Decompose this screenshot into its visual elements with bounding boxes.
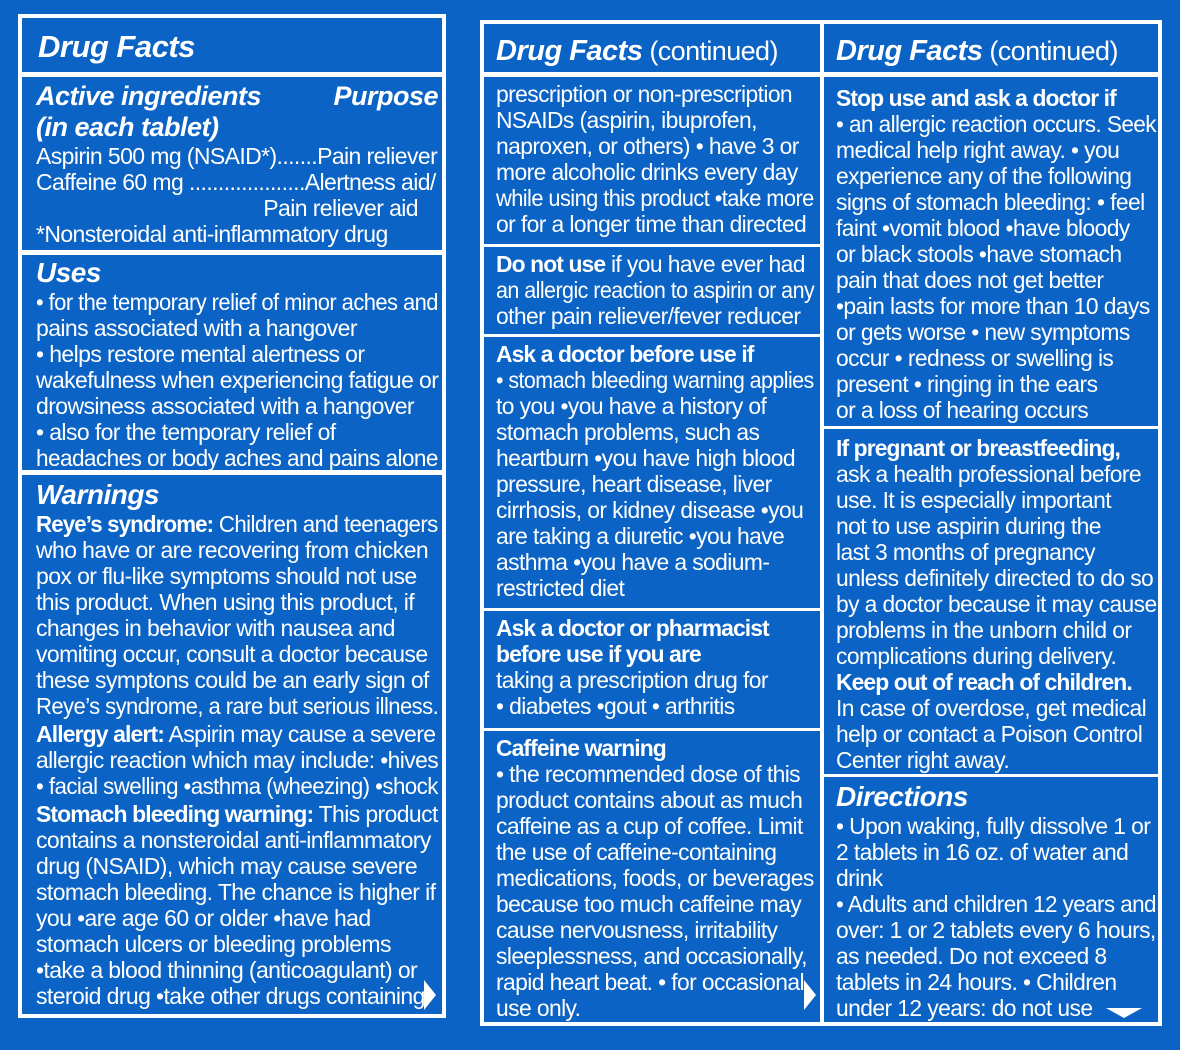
continue-arrow-icon <box>424 980 436 1010</box>
directions-line: • Adults and children 12 years and <box>836 891 1156 917</box>
caffeine-line: because too much caffeine may <box>496 891 802 917</box>
reye-line: Reye’s syndrome, a rare but serious illness. <box>36 693 439 719</box>
directions-line: drink <box>836 865 883 891</box>
continue-down-arrow-icon <box>1106 1008 1142 1018</box>
pregnancy-line: problems in the unborn child or <box>836 617 1132 643</box>
pregnancy-line: last 3 months of pregnancy <box>836 539 1095 565</box>
ask-doctor-heading: Ask a doctor before use if <box>496 341 754 367</box>
purpose-heading: Purpose <box>333 81 438 111</box>
continued-line: or for a longer time than directed <box>496 211 807 237</box>
stop-use-heading: Stop use and ask a doctor if <box>836 85 1116 111</box>
caffeine-line: use only. <box>496 995 581 1021</box>
directions-section <box>824 774 1162 1020</box>
drug-facts-title: Drug Facts <box>38 29 195 64</box>
continued-line: prescription or non-prescription <box>496 81 793 107</box>
ask-pharmacist-line: • diabetes •gout • arthritis <box>496 693 735 719</box>
bleeding-line: stomach ulcers or bleeding problems <box>36 931 391 957</box>
nsaid-footnote: *Nonsteroidal anti-inflammatory drug <box>36 221 388 247</box>
warnings-heading: Warnings <box>36 479 160 510</box>
uses-line: • also for the temporary relief of <box>36 419 336 445</box>
caffeine-line: cause nervousness, irritability <box>496 917 778 943</box>
stop-use-line: present • ringing in the ears <box>836 371 1098 397</box>
reye-lines <box>36 537 438 719</box>
ask-pharmacist-line: taking a prescription drug for <box>496 667 768 693</box>
caffeine-line: product contains about as much <box>496 787 803 813</box>
caffeine-warning-lines <box>496 761 816 1021</box>
stop-use-line: •pain lasts for more than 10 days <box>836 293 1150 319</box>
stop-use-line: pain that does not get better <box>836 267 1104 293</box>
reye-line: pox or flu-like symptoms should not use <box>36 563 417 589</box>
stop-use-lines <box>836 111 1158 423</box>
continue-arrow-icon-2 <box>804 980 816 1010</box>
pregnancy-line: unless definitely directed to do so <box>836 565 1154 591</box>
ask-doctor-lines <box>496 367 816 601</box>
do-not-use-line: an allergic reaction to aspirin or any <box>496 277 815 303</box>
bleeding-lines <box>36 827 438 1009</box>
continued-line: more alcoholic drinks every day <box>496 159 798 185</box>
drug-facts-panel-2 <box>480 20 1162 1026</box>
keep-out-heading: Keep out of reach of children. <box>836 669 1132 695</box>
directions-line: 2 tablets in 16 oz. of water and <box>836 839 1129 865</box>
keep-out-line: Center right away. <box>836 747 1010 773</box>
uses-line: headaches or body aches and pains alone <box>36 445 438 471</box>
caffeine-line: • the recommended dose of this <box>496 761 801 787</box>
pregnancy-heading: If pregnant or breastfeeding, <box>836 435 1121 461</box>
col1-title: Drug Facts (continued) <box>496 35 778 67</box>
keep-out-line: help or contact a Poison Control <box>836 721 1143 747</box>
continued-line: while using this product •take more <box>496 185 814 211</box>
caffeine-line: caffeine as a cup of coffee. Limit <box>496 813 803 839</box>
pregnancy-line: complications during delivery. <box>836 643 1117 669</box>
continued-lines <box>496 81 816 237</box>
pregnancy-line: use. It is especially important <box>836 487 1112 513</box>
keep-out-lines <box>836 695 1158 773</box>
ask-pharmacist-lines <box>496 667 816 719</box>
stop-use-line: • an allergic reaction occurs. Seek <box>836 111 1156 137</box>
directions-line: under 12 years: do not use <box>836 995 1093 1021</box>
ingredient-caffeine-purpose-2: Pain reliever aid <box>263 195 418 221</box>
bleeding-line: stomach bleeding. The chance is higher if <box>36 879 436 905</box>
bleeding-line: contains a nonsteroidal anti-inflammatory <box>36 827 431 853</box>
directions-line: over: 1 or 2 tablets every 6 hours, <box>836 917 1156 943</box>
do-not-use-section <box>484 244 820 332</box>
reye-line: who have or are recovering from chicken <box>36 537 429 563</box>
pregnancy-section <box>824 426 1162 772</box>
pregnancy-line: ask a health professional before <box>836 461 1142 487</box>
directions-line: • Upon waking, fully dissolve 1 or <box>836 813 1151 839</box>
reye-line: vomiting occur, consult a doctor because <box>36 641 428 667</box>
do-not-use-line: other pain reliever/fever reducer <box>496 303 801 329</box>
stop-use-line: medical help right away. • you <box>836 137 1120 163</box>
reye-line: this product. When using this product, if <box>36 589 415 615</box>
pregnancy-line: not to use aspirin during the <box>836 513 1101 539</box>
ask-doctor-line: asthma •you have a sodium- <box>496 549 770 575</box>
pregnancy-line: by a doctor because it may cause <box>836 591 1157 617</box>
ask-doctor-line: are taking a diuretic •you have <box>496 523 785 549</box>
bleeding-line: drug (NSAID), which may cause severe <box>36 853 418 879</box>
uses-section <box>22 250 442 471</box>
active-ingredients-subheading: (in each tablet) <box>36 112 219 142</box>
stop-use-line: or black stools •have stomach <box>836 241 1122 267</box>
ask-doctor-line: • stomach bleeding warning applies <box>496 367 814 393</box>
directions-line: as needed. Do not exceed 8 <box>836 943 1107 969</box>
continued-line: naproxen, or others) • have 3 or <box>496 133 799 159</box>
ask-doctor-line: restricted diet <box>496 575 625 601</box>
col2-title: Drug Facts (continued) <box>836 35 1118 67</box>
col1-continued-section <box>484 72 820 242</box>
bleeding-line: you •are age 60 or older •have had <box>36 905 371 931</box>
keep-out-line: In case of overdose, get medical <box>836 695 1147 721</box>
allergy-lines <box>36 747 438 799</box>
stop-use-line: or a loss of hearing occurs <box>836 397 1089 423</box>
drug-facts-panel-1 <box>18 14 446 1018</box>
ask-pharmacist-heading-1: Ask a doctor or pharmacist <box>496 615 769 641</box>
allergy-line: • facial swelling •asthma (wheezing) •shock <box>36 773 438 799</box>
ask-doctor-line: heartburn •you have high blood <box>496 445 795 471</box>
ask-pharmacist-section <box>484 608 820 726</box>
caffeine-line: medications, foods, or beverages <box>496 865 814 891</box>
ask-pharmacist-heading-2: before use if you are <box>496 641 701 667</box>
stop-use-line: occur • redness or swelling is <box>836 345 1114 371</box>
caffeine-warning-section <box>484 728 820 1022</box>
ask-doctor-line: pressure, heart disease, liver <box>496 471 772 497</box>
uses-line: • for the temporary relief of minor aches and <box>36 289 438 315</box>
ask-doctor-line: cirrhosis, or kidney disease •you <box>496 497 804 523</box>
do-not-use-first-line: Do not use if you have ever had <box>496 251 805 277</box>
active-ingredients-section <box>22 72 442 248</box>
do-not-use-lines <box>496 277 816 329</box>
caffeine-line: sleeplessness, and occasionally, <box>496 943 807 969</box>
ingredient-aspirin: Aspirin 500 mg (NSAID*).......Pain reliever <box>36 143 438 169</box>
directions-lines <box>836 813 1158 1021</box>
uses-line: pains associated with a hangover <box>36 315 357 341</box>
active-ingredients-heading: Active ingredients <box>36 81 262 111</box>
reye-line: these symptons could be an early sign of <box>36 667 429 693</box>
bleeding-line: •take a blood thinning (anticoagulant) or <box>36 957 418 983</box>
caffeine-warning-heading: Caffeine warning <box>496 735 666 761</box>
bleeding-line: steroid drug •take other drugs containing <box>36 983 425 1009</box>
ask-doctor-section <box>484 334 820 606</box>
reye-line: changes in behavior with nausea and <box>36 615 395 641</box>
stop-use-line: or gets worse • new symptoms <box>836 319 1130 345</box>
ask-doctor-line: stomach problems, such as <box>496 419 760 445</box>
pregnancy-lines <box>836 461 1158 669</box>
warnings-section <box>22 470 442 1018</box>
uses-line: wakefulness when experiencing fatigue or <box>36 367 439 393</box>
stop-use-line: faint •vomit blood •have bloody <box>836 215 1130 241</box>
bleeding-first-line: Stomach bleeding warning: This product <box>36 801 438 827</box>
panel2-column-right <box>824 24 1162 1022</box>
directions-heading: Directions <box>836 781 968 812</box>
stop-use-line: signs of stomach bleeding: • feel <box>836 189 1145 215</box>
uses-heading: Uses <box>36 257 101 288</box>
ask-doctor-line: to you •you have a history of <box>496 393 767 419</box>
continued-line: NSAIDs (aspirin, ibuprofen, <box>496 107 757 133</box>
panel2-column-left <box>484 24 820 1022</box>
ingredient-caffeine: Caffeine 60 mg ....................Alertness aid/ <box>36 169 436 195</box>
uses-line: drowsiness associated with a hangover <box>36 393 414 419</box>
uses-line: • helps restore mental alertness or <box>36 341 365 367</box>
caffeine-line: the use of caffeine-containing <box>496 839 777 865</box>
stop-use-section <box>824 72 1162 424</box>
stop-use-line: experience any of the following <box>836 163 1132 189</box>
directions-line: tablets in 24 hours. • Children <box>836 969 1117 995</box>
caffeine-line: rapid heart beat. • for occasional <box>496 969 804 995</box>
reye-first-line: Reye’s syndrome: Children and teenagers <box>36 511 438 537</box>
uses-lines <box>36 289 438 471</box>
allergy-first-line: Allergy alert: Aspirin may cause a severe <box>36 721 436 747</box>
allergy-line: allergic reaction which may include: •hives <box>36 747 439 773</box>
